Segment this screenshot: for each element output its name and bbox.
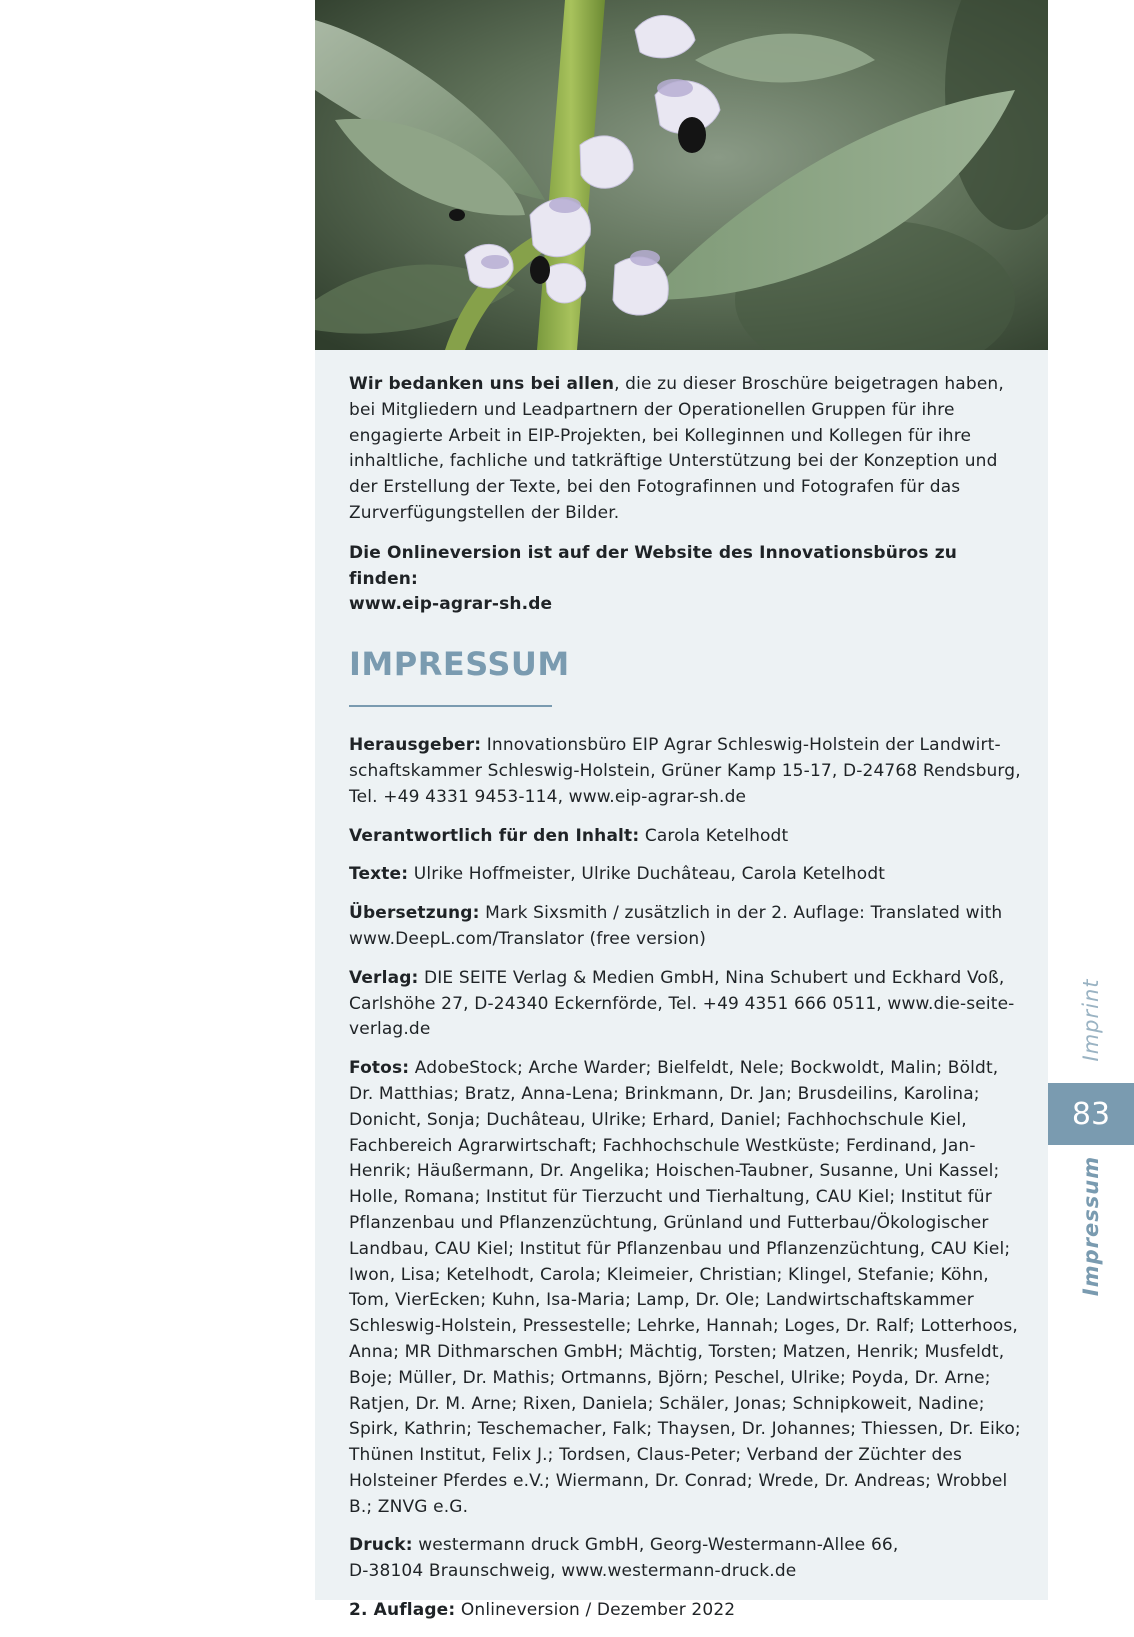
- page-title: IMPRESSUM: [349, 645, 570, 684]
- herausgeber-entry: [349, 733, 1021, 810]
- verlag-line2: Carlshöhe 27, D-24340 Eckernförde, Tel. +49 4351 666 0511, www.die-seite-verlag.de: [349, 993, 1015, 1040]
- thanks-text: , die zu dieser Broschüre beigetragen haben, bei Mitgliedern und Leadpartnern der Operationellen Gruppen für ihre engagierte Arbeit in EIP-Projekten, bei Kolleginnen und Kollegen für ihre inhaltliche, fachliche und tatkräftige Unterstützung bei der Konzeption und der Erstellung der Texte, bei den Fotografinnen und Fotografen für das Zurverfügungstellen der Bilder.: [349, 374, 1004, 523]
- auflage-value: Onlineversion / Dezember 2022: [455, 1600, 736, 1621]
- thanks-paragraph: [349, 372, 1021, 527]
- druck-line2: D-38104 Braunschweig, www.westermann-druck.de: [349, 1561, 797, 1582]
- uebersetzung-line2: www.DeepL.com/Translator (free version): [349, 928, 707, 949]
- verantwortlich-entry: [349, 824, 1021, 850]
- online-note-text: Die Onlineversion ist auf der Website des Innovationsbüros zu finden:: [349, 542, 957, 589]
- auflage-label: 2. Auflage:: [349, 1600, 456, 1621]
- content: [349, 372, 1021, 1637]
- druck-label: Druck:: [349, 1535, 413, 1556]
- uebersetzung-label: Übersetzung:: [349, 903, 480, 924]
- herausgeber-line3: Tel. +49 4331 9453-114, www.eip-agrar-sh.de: [349, 786, 747, 807]
- druck-entry: [349, 1533, 1021, 1585]
- verantwortlich-value: Carola Ketelhodt: [639, 825, 789, 846]
- verlag-label: Verlag:: [349, 967, 419, 988]
- herausgeber-label: Herausgeber:: [349, 735, 482, 756]
- texte-value: Ulrike Hoffmeister, Ulrike Duchâteau, Carola Ketelhodt: [408, 864, 886, 885]
- verlag-entry: [349, 966, 1021, 1043]
- verantwortlich-label: Verantwortlich für den Inhalt:: [349, 825, 640, 846]
- fotos-entry: [349, 1056, 1021, 1520]
- uebersetzung-line1: Mark Sixsmith / zusätzlich in der 2. Auflage: Translated with: [479, 903, 1003, 924]
- texte-label: Texte:: [349, 864, 409, 885]
- verlag-line1: DIE SEITE Verlag & Medien GmbH, Nina Schubert und Eckhard Voß,: [418, 967, 1005, 988]
- page-number-tab: [1048, 1083, 1134, 1145]
- texte-entry: [349, 862, 1021, 888]
- thanks-lead: Wir bedanken uns bei allen: [349, 374, 615, 394]
- header-photo: [315, 0, 1048, 350]
- side-label-impressum: Impressum: [1079, 1155, 1103, 1297]
- online-url: www.eip-agrar-sh.de: [349, 594, 553, 615]
- uebersetzung-entry: [349, 901, 1021, 953]
- flower-photo-icon: [315, 0, 1048, 350]
- fotos-value: AdobeStock; Arche Warder; Bielfeldt, Nele; Bockwoldt, Malin; Böldt, Dr. Matthias; Bratz, Anna-Lena; Brinkmann, Dr. Jan; Brusdeilins, Karolina; Donicht, Sonja; Duchâteau, Ulrike; Erhard, Daniel; Fachhochschule Kiel, Fachbereich Agrarwirtschaft; Fachhochschule Westküste; Ferdinand, Jan-Henrik; Häußermann, Dr. Angelika; Hoischen-Taubner, Susanne, Uni Kassel; Holle, Romana; Institut für Tierzucht und Tierhaltung, CAU Kiel; Institut für Pflanzenbau und Pflanzenzüchtung, Grünland und Futterbau/Ökologischer Landbau, CAU Kiel; Institut für Pflanzenbau und Pflanzenzüchtung, CAU Kiel; Iwon, Lisa; Ketelhodt, Carola; Kleimeier, Christian; Klingel, Stefanie; Köhn, Tom, VierEcken; Kuhn, Isa-Maria; Lamp, Dr. Ole; Landwirtschaftskammer Schleswig-Holstein, Pressestelle; Lehrke, Hannah; Loges, Dr. Ralf; Lotterhoos, Anna; MR Dithmarschen GmbH; Mächtig, Torsten; Matzen, Henrik; Musfeldt, Boje; Müller, Dr. Mathis; Ortmanns, Björn; Peschel, Ulrike; Poyda, Dr. Arne; Ratjen, Dr. M. Arne; Rixen, Daniela; Schäler, Jonas; Schnipkoweit, Nadine; Spirk, Kathrin; Teschemacher, Falk; Thaysen, Dr. Johannes; Thiessen, Dr. Eiko; Thünen Institut, Felix J.; Tordsen, Claus-Peter; Verband der Züchter des Holsteiner Pferdes e.V.; Wiermann, Dr. Conrad; Wrede, Dr. Andreas; Wrobbel B.; ZNVG e.G.: [349, 1058, 1021, 1517]
- side-label-imprint: Imprint: [1079, 978, 1103, 1062]
- heading-divider: [349, 705, 552, 707]
- auflage-entry: [349, 1598, 1021, 1624]
- herausgeber-line1: Innovationsbüro EIP Agrar Schleswig-Holstein der Landwirt-: [481, 735, 1001, 756]
- druck-line1: westermann druck GmbH, Georg-Westermann-Allee 66,: [412, 1535, 899, 1556]
- online-version-note: [349, 541, 1021, 618]
- fotos-label: Fotos:: [349, 1058, 410, 1079]
- page-number: 83: [1071, 1096, 1111, 1132]
- herausgeber-line2: schaftskammer Schleswig-Holstein, Grüner Kamp 15-17, D-24768 Rendsburg,: [349, 760, 1021, 781]
